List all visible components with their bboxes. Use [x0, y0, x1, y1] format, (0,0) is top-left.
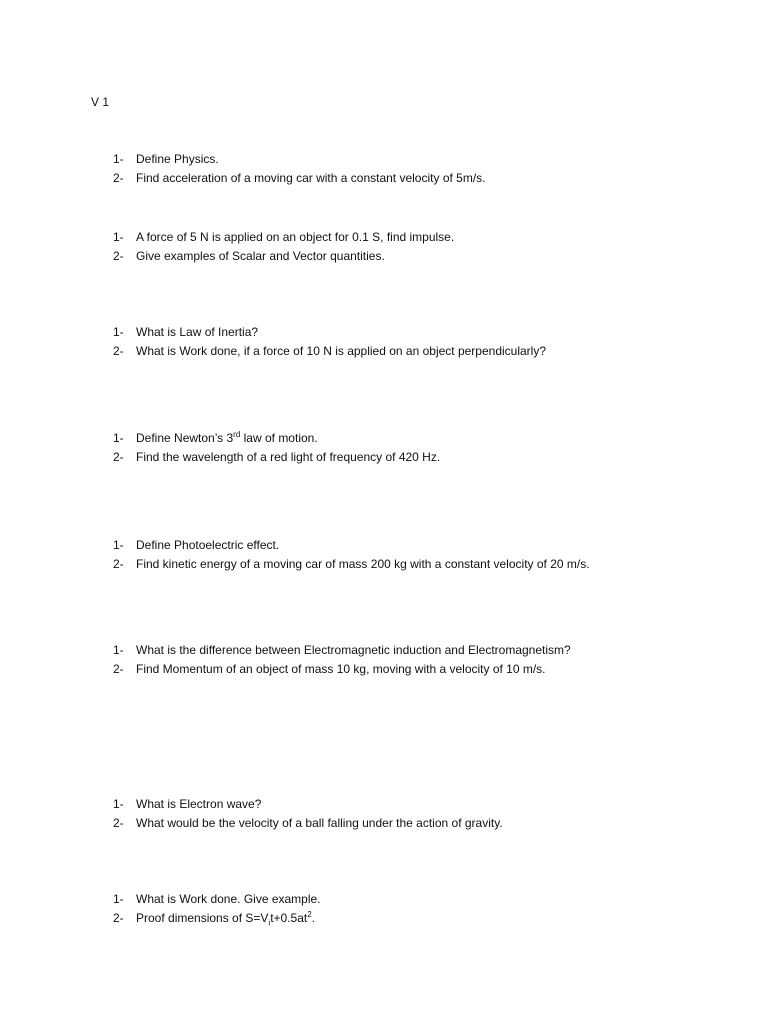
question-number: 2- — [113, 344, 124, 358]
question-text: Find Momentum of an object of mass 10 kg, moving with a velocity of 10 m/s. — [136, 662, 546, 676]
version-label: V 1 — [91, 95, 110, 109]
question-text: Find acceleration of a moving car with a constant velocity of 5m/s. — [136, 171, 486, 185]
question-line — [0, 150, 768, 169]
question-line — [0, 795, 768, 814]
question-text: Find kinetic energy of a moving car of mass 200 kg with a constant velocity of 20 m/s. — [136, 557, 590, 571]
question-line — [0, 536, 768, 555]
question-group — [0, 890, 768, 928]
question-number: 2- — [113, 662, 124, 676]
question-number: 1- — [113, 797, 124, 811]
question-number: 2- — [113, 816, 124, 830]
question-line — [0, 814, 768, 833]
subscript: i — [268, 918, 271, 928]
question-number: 1- — [113, 431, 124, 445]
question-group — [0, 323, 768, 361]
question-number: 1- — [113, 538, 124, 552]
question-text: What is Work done. Give example. — [136, 892, 321, 906]
question-text — [136, 429, 318, 448]
question-number: 1- — [113, 643, 124, 657]
question-line — [0, 429, 768, 448]
question-text: Define Physics. — [136, 152, 219, 166]
text-segment: law of motion. — [240, 431, 318, 445]
question-group — [0, 228, 768, 266]
text-segment: Proof dimensions of S=V — [136, 911, 269, 925]
question-number: 1- — [113, 152, 124, 166]
question-number: 1- — [113, 230, 124, 244]
question-number: 1- — [113, 325, 124, 339]
question-text — [136, 909, 315, 928]
text-segment: t+0.5at — [270, 911, 308, 925]
question-number: 2- — [113, 911, 124, 925]
question-text: What is Electron wave? — [136, 797, 262, 811]
question-number: 2- — [113, 171, 124, 185]
question-line — [0, 228, 768, 247]
question-number: 2- — [113, 557, 124, 571]
question-line — [0, 909, 768, 928]
question-line — [0, 448, 768, 467]
question-line — [0, 660, 768, 679]
question-text: What is Work done, if a force of 10 N is applied on an object perpendicularly? — [136, 344, 547, 358]
question-group — [0, 536, 768, 574]
question-line — [0, 247, 768, 266]
superscript: 2 — [307, 910, 312, 919]
question-text: What would be the velocity of a ball falling under the action of gravity. — [136, 816, 503, 830]
question-text: Give examples of Scalar and Vector quantities. — [136, 249, 385, 263]
question-number: 1- — [113, 892, 124, 906]
text-segment: Define Newton’s 3 — [136, 431, 234, 445]
question-text: Find the wavelength of a red light of frequency of 420 Hz. — [136, 450, 441, 464]
question-text: What is Law of Inertia? — [136, 325, 259, 339]
question-group — [0, 641, 768, 679]
question-group — [0, 429, 768, 467]
question-text: What is the difference between Electromagnetic induction and Electromagnetism? — [136, 643, 571, 657]
text-segment: . — [311, 911, 316, 925]
question-line — [0, 641, 768, 660]
question-line — [0, 555, 768, 574]
question-line — [0, 169, 768, 188]
question-group — [0, 795, 768, 833]
question-line — [0, 342, 768, 361]
question-line — [0, 890, 768, 909]
question-number: 2- — [113, 249, 124, 263]
question-line — [0, 323, 768, 342]
question-group — [0, 150, 768, 188]
question-text: A force of 5 N is applied on an object for 0.1 S, find impulse. — [136, 230, 455, 244]
question-number: 2- — [113, 450, 124, 464]
question-text: Define Photoelectric effect. — [136, 538, 280, 552]
superscript: rd — [233, 430, 241, 439]
